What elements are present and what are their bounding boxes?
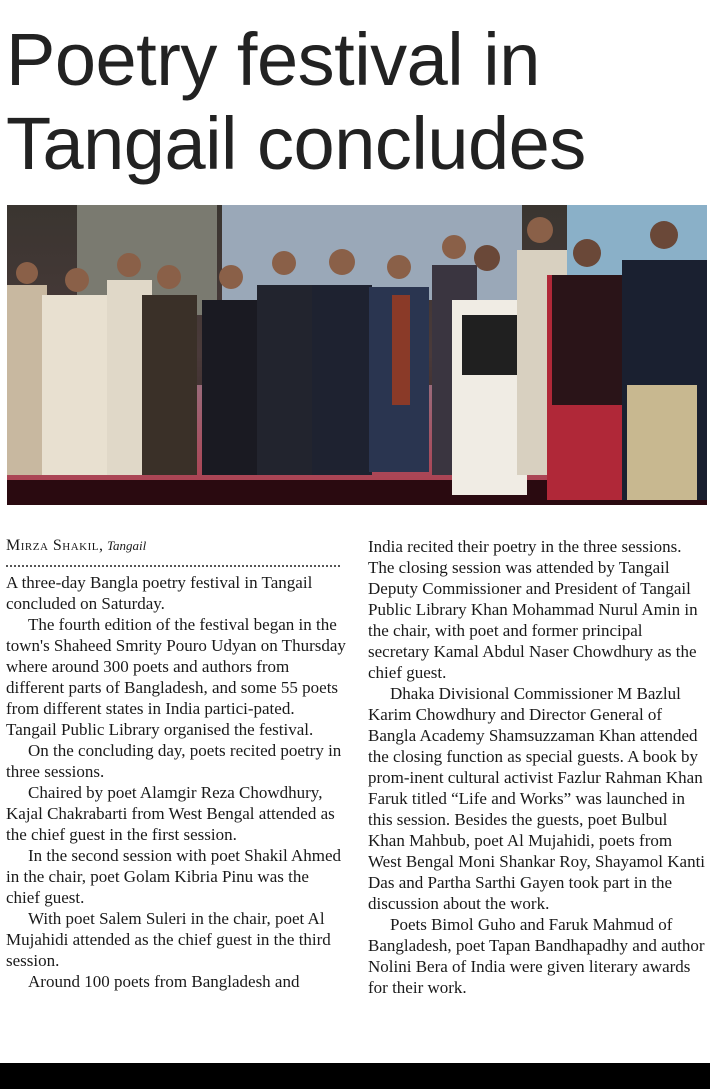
- byline: [6, 536, 346, 557]
- headline-line-1: Poetry festival in: [6, 18, 540, 101]
- paragraph: On the concluding day, poets recited poetry in three sessions.: [6, 741, 342, 781]
- photo-group-poets-icon: [7, 205, 707, 505]
- headline-line-2: Tangail concludes: [6, 102, 586, 185]
- paragraph: Around 100 poets from Bangladesh and: [28, 972, 300, 991]
- headline: [6, 18, 706, 186]
- byline-place: Tangail: [107, 538, 147, 553]
- paragraph: The fourth edition of the festival began in the town's Shaheed Smrity Pouro Udyan on Thursday where around 300 poets and authors from different parts of Bangladesh, and some 55 poets from different states in India partici-pated. Tangail Public Library organised the festival.: [6, 615, 346, 739]
- paragraph: A three-day Bangla poetry festival in Tangail concluded on Saturday.: [6, 573, 313, 613]
- paragraph: With poet Salem Suleri in the chair, poet Al Mujahidi attended as the chief guest in the third session.: [6, 909, 331, 970]
- article-column-right: [368, 536, 708, 998]
- paragraph: Chaired by poet Alamgir Reza Chowdhury, Kajal Chakrabarti from West Bengal attended as the chief guest in the first session.: [6, 783, 335, 844]
- paragraph: In the second session with poet Shakil Ahmed in the chair, poet Golam Kibria Pinu was the chief guest.: [6, 846, 342, 907]
- paragraph: India recited their poetry in the three sessions. The closing session was attended by Tangail Deputy Commissioner and President of Tangail Public Library Khan Mohammad Nurul Amin in the chair, with poet and former principal secretary Kamal Abdul Naser Chowdhury as the chief guest.: [368, 537, 698, 682]
- byline-author: Mirza Shakil,: [6, 537, 104, 554]
- dotted-divider: [6, 561, 340, 567]
- article-column-left: [6, 536, 346, 992]
- news-photo: [7, 205, 707, 505]
- footer-bar: [0, 1063, 710, 1089]
- paragraph: Dhaka Divisional Commissioner M Bazlul Karim Chowdhury and Director General of Bangla Academy Shamsuzzaman Khan attended the closing function as special guests. A book by prom-inent cultural activist Fazlur Rahman Khan Faruk titled “Life and Works” was launched in this session. Besides the guests, poet Bulbul Khan Mahbub, poet Al Mujahidi, poets from West Bengal Moni Shankar Roy, Shayamol Kanti Das and Partha Sarthi Gayen took part in the discussion about the work.: [368, 684, 706, 913]
- paragraph: Poets Bimol Guho and Faruk Mahmud of Bangladesh, poet Tapan Bandhapadhy and author Nolini Bera of India were given literary awards for their work.: [368, 915, 705, 997]
